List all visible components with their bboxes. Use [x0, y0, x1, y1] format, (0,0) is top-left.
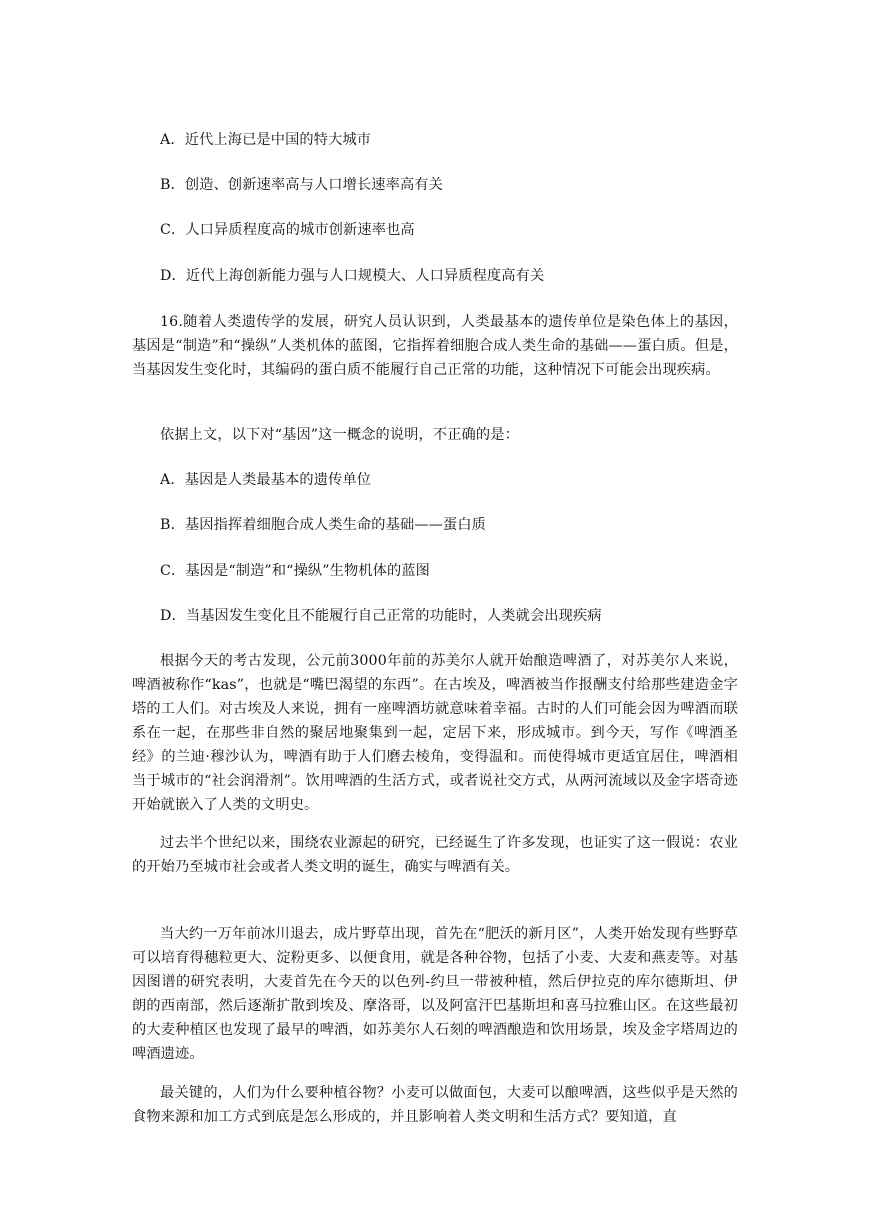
q16-stem: 依据上文，以下对“基因”这一概念的说明，不正确的是： — [160, 427, 519, 443]
article-paragraph-4: 最关键的，人们为什么要种植谷物？小麦可以做面包，大麦可以酿啤酒，这些似乎是天然的食物来源和加工方式到底是怎么形成的，并且影响着人类文明和生活方式？要知道，直 — [132, 1085, 738, 1125]
q15-option-a: A．近代上海已是中国的特大城市 — [160, 132, 372, 148]
q15-option-b: B．创造、创新速率高与人口增长速率高有关 — [160, 177, 443, 193]
article-paragraph-2: 过去半个世纪以来，围绕农业源起的研究，已经诞生了许多发现，也证实了这一假说：农业的开始乃至城市社会或者人类文明的诞生，确实与啤酒有关。 — [132, 835, 738, 875]
article-paragraph-1: 根据今天的考古发现，公元前3000年前的苏美尔人就开始酿造啤酒了，对苏美尔人来说，啤酒被称作“kas”，也就是“嘴巴渴望的东西”。在古埃及，啤酒被当作报酬支付给那些建造金字塔的工人们。对古埃及人来说，拥有一座啤酒坊就意味着幸福。古时的人们可能会因为啤酒而联系在一起，在那些非自然的聚居地聚集到一起，定居下来，形成城市。到今天，写作《啤酒圣经》的兰迪·穆沙认为，啤酒有助于人们磨去棱角，变得温和。而使得城市更适宜居住，啤酒相当于城市的“社会润滑剂”。饮用啤酒的生活方式，或者说社交方式，从两河流域以及金字塔奇迹开始就嵌入了人类的文明史。 — [132, 653, 738, 813]
q16-option-b: B．基因指挥着细胞合成人类生命的基础——蛋白质 — [160, 517, 487, 533]
q15-option-d: D．近代上海创新能力强与人口规模大、人口异质程度高有关 — [160, 268, 545, 284]
q15-option-c: C．人口异质程度高的城市创新速率也高 — [160, 222, 415, 238]
q16-option-a: A．基因是人类最基本的遗传单位 — [160, 472, 372, 488]
article-paragraph-3: 当大约一万年前冰川退去，成片野草出现，首先在“肥沃的新月区”，人类开始发现有些野草可以培育得穗粒更大、淀粉更多、以便食用，就是各种谷物，包括了小麦、大麦和燕麦等。对基因图谱的研究表明，大麦首先在今天的以色列-约旦一带被种植，然后伊拉克的库尔德斯坦、伊朗的西南部，然后逐渐扩散到埃及、摩洛哥，以及阿富汗巴基斯坦和喜马拉雅山区。在这些最初的大麦种植区也发现了最早的啤酒，如苏美尔人石刻的啤酒酿造和饮用场景，埃及金字塔周边的啤酒遗迹。 — [132, 926, 738, 1062]
q16-passage: 16.随着人类遗传学的发展，研究人员认识到，人类最基本的遗传单位是染色体上的基因，基因是“制造”和“操纵”人类机体的蓝图，它指挥着细胞合成人类生命的基础——蛋白质。但是，当基因发生变化时，其编码的蛋白质不能履行自己正常的功能，这种情况下可能会出现疾病。 — [132, 314, 738, 378]
q16-option-d: D．当基因发生变化且不能履行自己正常的功能时，人类就会出现疾病 — [160, 608, 602, 624]
q16-option-c: C．基因是“制造”和“操纵”生物机体的蓝图 — [160, 563, 431, 579]
